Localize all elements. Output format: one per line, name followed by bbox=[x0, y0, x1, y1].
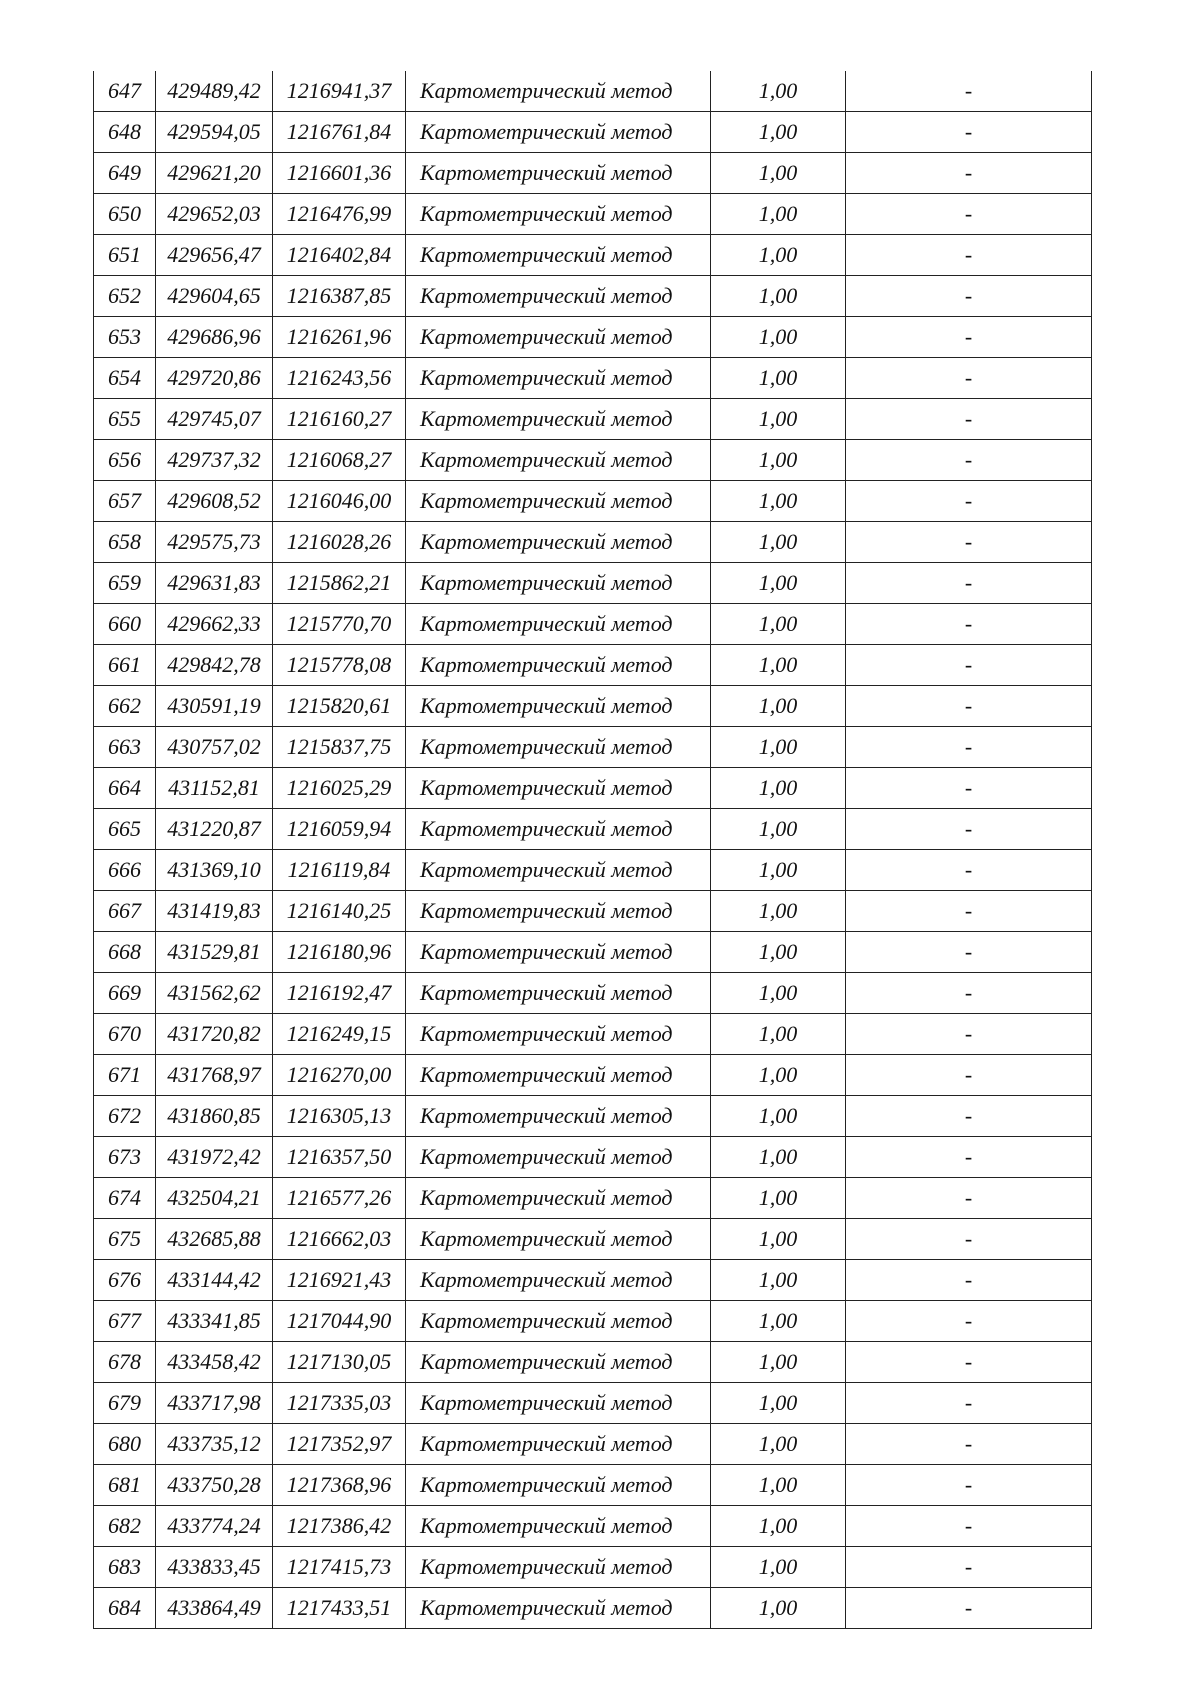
accuracy-cell: 1,00 bbox=[711, 1014, 846, 1055]
method-cell: Картометрический метод bbox=[406, 112, 711, 153]
x-coordinate-cell: 433774,24 bbox=[156, 1506, 273, 1547]
accuracy-cell: 1,00 bbox=[711, 1137, 846, 1178]
y-coordinate-cell: 1215770,70 bbox=[273, 604, 406, 645]
x-coordinate-cell: 429608,52 bbox=[156, 481, 273, 522]
description-cell: - bbox=[846, 1547, 1092, 1588]
y-coordinate-cell: 1217368,96 bbox=[273, 1465, 406, 1506]
y-coordinate-cell: 1216577,26 bbox=[273, 1178, 406, 1219]
point-number-cell: 683 bbox=[94, 1547, 156, 1588]
method-cell: Картометрический метод bbox=[406, 645, 711, 686]
x-coordinate-cell: 429656,47 bbox=[156, 235, 273, 276]
accuracy-cell: 1,00 bbox=[711, 317, 846, 358]
method-cell: Картометрический метод bbox=[406, 358, 711, 399]
table-row bbox=[94, 71, 1092, 112]
table-row bbox=[94, 1547, 1092, 1588]
method-cell: Картометрический метод bbox=[406, 399, 711, 440]
y-coordinate-cell: 1216921,43 bbox=[273, 1260, 406, 1301]
point-number-cell: 664 bbox=[94, 768, 156, 809]
x-coordinate-cell: 429842,78 bbox=[156, 645, 273, 686]
method-cell: Картометрический метод bbox=[406, 481, 711, 522]
accuracy-cell: 1,00 bbox=[711, 727, 846, 768]
point-number-cell: 670 bbox=[94, 1014, 156, 1055]
method-cell: Картометрический метод bbox=[406, 1424, 711, 1465]
description-cell: - bbox=[846, 932, 1092, 973]
table-row bbox=[94, 604, 1092, 645]
table-row bbox=[94, 563, 1092, 604]
x-coordinate-cell: 431972,42 bbox=[156, 1137, 273, 1178]
method-cell: Картометрический метод bbox=[406, 686, 711, 727]
accuracy-cell: 1,00 bbox=[711, 932, 846, 973]
description-cell: - bbox=[846, 399, 1092, 440]
x-coordinate-cell: 433144,42 bbox=[156, 1260, 273, 1301]
point-number-cell: 675 bbox=[94, 1219, 156, 1260]
method-cell: Картометрический метод bbox=[406, 1383, 711, 1424]
accuracy-cell: 1,00 bbox=[711, 604, 846, 645]
accuracy-cell: 1,00 bbox=[711, 686, 846, 727]
accuracy-cell: 1,00 bbox=[711, 1178, 846, 1219]
accuracy-cell: 1,00 bbox=[711, 645, 846, 686]
y-coordinate-cell: 1216601,36 bbox=[273, 153, 406, 194]
description-cell: - bbox=[846, 1014, 1092, 1055]
table-row bbox=[94, 932, 1092, 973]
x-coordinate-cell: 430591,19 bbox=[156, 686, 273, 727]
point-number-cell: 674 bbox=[94, 1178, 156, 1219]
accuracy-cell: 1,00 bbox=[711, 809, 846, 850]
point-number-cell: 661 bbox=[94, 645, 156, 686]
table-row bbox=[94, 112, 1092, 153]
table-row bbox=[94, 768, 1092, 809]
x-coordinate-cell: 429489,42 bbox=[156, 71, 273, 112]
table-row bbox=[94, 194, 1092, 235]
method-cell: Картометрический метод bbox=[406, 1301, 711, 1342]
y-coordinate-cell: 1215820,61 bbox=[273, 686, 406, 727]
method-cell: Картометрический метод bbox=[406, 1137, 711, 1178]
accuracy-cell: 1,00 bbox=[711, 891, 846, 932]
table-row bbox=[94, 358, 1092, 399]
x-coordinate-cell: 431419,83 bbox=[156, 891, 273, 932]
y-coordinate-cell: 1216119,84 bbox=[273, 850, 406, 891]
point-number-cell: 668 bbox=[94, 932, 156, 973]
x-coordinate-cell: 432504,21 bbox=[156, 1178, 273, 1219]
point-number-cell: 684 bbox=[94, 1588, 156, 1629]
point-number-cell: 667 bbox=[94, 891, 156, 932]
x-coordinate-cell: 431220,87 bbox=[156, 809, 273, 850]
x-coordinate-cell: 433833,45 bbox=[156, 1547, 273, 1588]
accuracy-cell: 1,00 bbox=[711, 1465, 846, 1506]
method-cell: Картометрический метод bbox=[406, 727, 711, 768]
accuracy-cell: 1,00 bbox=[711, 973, 846, 1014]
table-row bbox=[94, 276, 1092, 317]
table-row bbox=[94, 1342, 1092, 1383]
y-coordinate-cell: 1217130,05 bbox=[273, 1342, 406, 1383]
y-coordinate-cell: 1216180,96 bbox=[273, 932, 406, 973]
method-cell: Картометрический метод bbox=[406, 440, 711, 481]
point-number-cell: 676 bbox=[94, 1260, 156, 1301]
accuracy-cell: 1,00 bbox=[711, 1260, 846, 1301]
description-cell: - bbox=[846, 973, 1092, 1014]
accuracy-cell: 1,00 bbox=[711, 71, 846, 112]
accuracy-cell: 1,00 bbox=[711, 1055, 846, 1096]
description-cell: - bbox=[846, 563, 1092, 604]
x-coordinate-cell: 429720,86 bbox=[156, 358, 273, 399]
point-number-cell: 655 bbox=[94, 399, 156, 440]
description-cell: - bbox=[846, 1260, 1092, 1301]
description-cell: - bbox=[846, 481, 1092, 522]
x-coordinate-cell: 429745,07 bbox=[156, 399, 273, 440]
point-number-cell: 657 bbox=[94, 481, 156, 522]
y-coordinate-cell: 1215837,75 bbox=[273, 727, 406, 768]
accuracy-cell: 1,00 bbox=[711, 1342, 846, 1383]
description-cell: - bbox=[846, 809, 1092, 850]
x-coordinate-cell: 429621,20 bbox=[156, 153, 273, 194]
description-cell: - bbox=[846, 1383, 1092, 1424]
table-row bbox=[94, 1055, 1092, 1096]
description-cell: - bbox=[846, 1342, 1092, 1383]
method-cell: Картометрический метод bbox=[406, 235, 711, 276]
accuracy-cell: 1,00 bbox=[711, 522, 846, 563]
accuracy-cell: 1,00 bbox=[711, 194, 846, 235]
point-number-cell: 671 bbox=[94, 1055, 156, 1096]
description-cell: - bbox=[846, 1506, 1092, 1547]
x-coordinate-cell: 429575,73 bbox=[156, 522, 273, 563]
table-row bbox=[94, 1424, 1092, 1465]
description-cell: - bbox=[846, 1465, 1092, 1506]
x-coordinate-cell: 433458,42 bbox=[156, 1342, 273, 1383]
y-coordinate-cell: 1217433,51 bbox=[273, 1588, 406, 1629]
table-row bbox=[94, 973, 1092, 1014]
method-cell: Картометрический метод bbox=[406, 522, 711, 563]
accuracy-cell: 1,00 bbox=[711, 1506, 846, 1547]
accuracy-cell: 1,00 bbox=[711, 1301, 846, 1342]
y-coordinate-cell: 1216357,50 bbox=[273, 1137, 406, 1178]
point-number-cell: 652 bbox=[94, 276, 156, 317]
y-coordinate-cell: 1216761,84 bbox=[273, 112, 406, 153]
point-number-cell: 658 bbox=[94, 522, 156, 563]
point-number-cell: 648 bbox=[94, 112, 156, 153]
point-number-cell: 659 bbox=[94, 563, 156, 604]
description-cell: - bbox=[846, 1178, 1092, 1219]
table-row bbox=[94, 1137, 1092, 1178]
x-coordinate-cell: 429662,33 bbox=[156, 604, 273, 645]
accuracy-cell: 1,00 bbox=[711, 276, 846, 317]
point-number-cell: 651 bbox=[94, 235, 156, 276]
table-row bbox=[94, 1301, 1092, 1342]
point-number-cell: 656 bbox=[94, 440, 156, 481]
table-row bbox=[94, 522, 1092, 563]
x-coordinate-cell: 431152,81 bbox=[156, 768, 273, 809]
point-number-cell: 647 bbox=[94, 71, 156, 112]
description-cell: - bbox=[846, 1137, 1092, 1178]
description-cell: - bbox=[846, 440, 1092, 481]
method-cell: Картометрический метод bbox=[406, 1260, 711, 1301]
table-row bbox=[94, 891, 1092, 932]
table-row bbox=[94, 1465, 1092, 1506]
x-coordinate-cell: 433735,12 bbox=[156, 1424, 273, 1465]
x-coordinate-cell: 433864,49 bbox=[156, 1588, 273, 1629]
method-cell: Картометрический метод bbox=[406, 1588, 711, 1629]
accuracy-cell: 1,00 bbox=[711, 112, 846, 153]
table-row bbox=[94, 235, 1092, 276]
method-cell: Картометрический метод bbox=[406, 1178, 711, 1219]
table-row bbox=[94, 1219, 1092, 1260]
table-row bbox=[94, 850, 1092, 891]
table-row bbox=[94, 809, 1092, 850]
description-cell: - bbox=[846, 194, 1092, 235]
method-cell: Картометрический метод bbox=[406, 809, 711, 850]
accuracy-cell: 1,00 bbox=[711, 399, 846, 440]
point-number-cell: 669 bbox=[94, 973, 156, 1014]
description-cell: - bbox=[846, 153, 1092, 194]
y-coordinate-cell: 1216261,96 bbox=[273, 317, 406, 358]
y-coordinate-cell: 1217415,73 bbox=[273, 1547, 406, 1588]
method-cell: Картометрический метод bbox=[406, 768, 711, 809]
description-cell: - bbox=[846, 317, 1092, 358]
method-cell: Картометрический метод bbox=[406, 1342, 711, 1383]
method-cell: Картометрический метод bbox=[406, 71, 711, 112]
accuracy-cell: 1,00 bbox=[711, 235, 846, 276]
x-coordinate-cell: 431369,10 bbox=[156, 850, 273, 891]
table-row bbox=[94, 1506, 1092, 1547]
description-cell: - bbox=[846, 1424, 1092, 1465]
point-number-cell: 654 bbox=[94, 358, 156, 399]
point-number-cell: 682 bbox=[94, 1506, 156, 1547]
table-row bbox=[94, 686, 1092, 727]
x-coordinate-cell: 429604,65 bbox=[156, 276, 273, 317]
method-cell: Картометрический метод bbox=[406, 317, 711, 358]
description-cell: - bbox=[846, 645, 1092, 686]
table-row bbox=[94, 1014, 1092, 1055]
x-coordinate-cell: 431720,82 bbox=[156, 1014, 273, 1055]
accuracy-cell: 1,00 bbox=[711, 153, 846, 194]
y-coordinate-cell: 1217386,42 bbox=[273, 1506, 406, 1547]
x-coordinate-cell: 429737,32 bbox=[156, 440, 273, 481]
description-cell: - bbox=[846, 1301, 1092, 1342]
point-number-cell: 677 bbox=[94, 1301, 156, 1342]
table-row bbox=[94, 1588, 1092, 1629]
accuracy-cell: 1,00 bbox=[711, 1096, 846, 1137]
accuracy-cell: 1,00 bbox=[711, 358, 846, 399]
description-cell: - bbox=[846, 358, 1092, 399]
description-cell: - bbox=[846, 1219, 1092, 1260]
x-coordinate-cell: 429652,03 bbox=[156, 194, 273, 235]
x-coordinate-cell: 429686,96 bbox=[156, 317, 273, 358]
y-coordinate-cell: 1216068,27 bbox=[273, 440, 406, 481]
point-number-cell: 681 bbox=[94, 1465, 156, 1506]
method-cell: Картометрический метод bbox=[406, 1506, 711, 1547]
method-cell: Картометрический метод bbox=[406, 973, 711, 1014]
x-coordinate-cell: 433717,98 bbox=[156, 1383, 273, 1424]
description-cell: - bbox=[846, 1055, 1092, 1096]
y-coordinate-cell: 1216476,99 bbox=[273, 194, 406, 235]
description-cell: - bbox=[846, 604, 1092, 645]
point-number-cell: 680 bbox=[94, 1424, 156, 1465]
table-row bbox=[94, 1383, 1092, 1424]
y-coordinate-cell: 1215778,08 bbox=[273, 645, 406, 686]
y-coordinate-cell: 1216305,13 bbox=[273, 1096, 406, 1137]
method-cell: Картометрический метод bbox=[406, 1014, 711, 1055]
description-cell: - bbox=[846, 727, 1092, 768]
table-row bbox=[94, 727, 1092, 768]
method-cell: Картометрический метод bbox=[406, 276, 711, 317]
table-row bbox=[94, 1178, 1092, 1219]
table-row bbox=[94, 481, 1092, 522]
method-cell: Картометрический метод bbox=[406, 891, 711, 932]
y-coordinate-cell: 1216249,15 bbox=[273, 1014, 406, 1055]
method-cell: Картометрический метод bbox=[406, 194, 711, 235]
method-cell: Картометрический метод bbox=[406, 153, 711, 194]
table-row bbox=[94, 645, 1092, 686]
point-number-cell: 666 bbox=[94, 850, 156, 891]
x-coordinate-cell: 430757,02 bbox=[156, 727, 273, 768]
y-coordinate-cell: 1216387,85 bbox=[273, 276, 406, 317]
x-coordinate-cell: 429631,83 bbox=[156, 563, 273, 604]
accuracy-cell: 1,00 bbox=[711, 1383, 846, 1424]
table-row bbox=[94, 1260, 1092, 1301]
point-number-cell: 678 bbox=[94, 1342, 156, 1383]
y-coordinate-cell: 1216192,47 bbox=[273, 973, 406, 1014]
description-cell: - bbox=[846, 522, 1092, 563]
y-coordinate-cell: 1216059,94 bbox=[273, 809, 406, 850]
y-coordinate-cell: 1217044,90 bbox=[273, 1301, 406, 1342]
description-cell: - bbox=[846, 276, 1092, 317]
table-row bbox=[94, 317, 1092, 358]
accuracy-cell: 1,00 bbox=[711, 1424, 846, 1465]
point-number-cell: 663 bbox=[94, 727, 156, 768]
x-coordinate-cell: 433750,28 bbox=[156, 1465, 273, 1506]
y-coordinate-cell: 1216046,00 bbox=[273, 481, 406, 522]
coordinates-table-body bbox=[94, 71, 1092, 1629]
method-cell: Картометрический метод bbox=[406, 1219, 711, 1260]
y-coordinate-cell: 1217335,03 bbox=[273, 1383, 406, 1424]
coordinates-table bbox=[93, 71, 1092, 1629]
accuracy-cell: 1,00 bbox=[711, 1588, 846, 1629]
accuracy-cell: 1,00 bbox=[711, 481, 846, 522]
point-number-cell: 679 bbox=[94, 1383, 156, 1424]
point-number-cell: 660 bbox=[94, 604, 156, 645]
method-cell: Картометрический метод bbox=[406, 1547, 711, 1588]
x-coordinate-cell: 431529,81 bbox=[156, 932, 273, 973]
y-coordinate-cell: 1215862,21 bbox=[273, 563, 406, 604]
y-coordinate-cell: 1216270,00 bbox=[273, 1055, 406, 1096]
accuracy-cell: 1,00 bbox=[711, 563, 846, 604]
y-coordinate-cell: 1217352,97 bbox=[273, 1424, 406, 1465]
x-coordinate-cell: 431860,85 bbox=[156, 1096, 273, 1137]
point-number-cell: 673 bbox=[94, 1137, 156, 1178]
y-coordinate-cell: 1216025,29 bbox=[273, 768, 406, 809]
x-coordinate-cell: 431768,97 bbox=[156, 1055, 273, 1096]
x-coordinate-cell: 432685,88 bbox=[156, 1219, 273, 1260]
method-cell: Картометрический метод bbox=[406, 1465, 711, 1506]
y-coordinate-cell: 1216160,27 bbox=[273, 399, 406, 440]
description-cell: - bbox=[846, 112, 1092, 153]
method-cell: Картометрический метод bbox=[406, 932, 711, 973]
description-cell: - bbox=[846, 891, 1092, 932]
x-coordinate-cell: 431562,62 bbox=[156, 973, 273, 1014]
y-coordinate-cell: 1216140,25 bbox=[273, 891, 406, 932]
method-cell: Картометрический метод bbox=[406, 850, 711, 891]
x-coordinate-cell: 429594,05 bbox=[156, 112, 273, 153]
y-coordinate-cell: 1216243,56 bbox=[273, 358, 406, 399]
accuracy-cell: 1,00 bbox=[711, 850, 846, 891]
accuracy-cell: 1,00 bbox=[711, 440, 846, 481]
description-cell: - bbox=[846, 850, 1092, 891]
point-number-cell: 649 bbox=[94, 153, 156, 194]
table-row bbox=[94, 440, 1092, 481]
point-number-cell: 662 bbox=[94, 686, 156, 727]
table-row bbox=[94, 1096, 1092, 1137]
table-row bbox=[94, 153, 1092, 194]
accuracy-cell: 1,00 bbox=[711, 768, 846, 809]
description-cell: - bbox=[846, 1096, 1092, 1137]
y-coordinate-cell: 1216402,84 bbox=[273, 235, 406, 276]
point-number-cell: 650 bbox=[94, 194, 156, 235]
method-cell: Картометрический метод bbox=[406, 1055, 711, 1096]
method-cell: Картометрический метод bbox=[406, 563, 711, 604]
y-coordinate-cell: 1216941,37 bbox=[273, 71, 406, 112]
accuracy-cell: 1,00 bbox=[711, 1219, 846, 1260]
description-cell: - bbox=[846, 1588, 1092, 1629]
table-row bbox=[94, 399, 1092, 440]
accuracy-cell: 1,00 bbox=[711, 1547, 846, 1588]
y-coordinate-cell: 1216662,03 bbox=[273, 1219, 406, 1260]
description-cell: - bbox=[846, 71, 1092, 112]
point-number-cell: 653 bbox=[94, 317, 156, 358]
point-number-cell: 665 bbox=[94, 809, 156, 850]
point-number-cell: 672 bbox=[94, 1096, 156, 1137]
description-cell: - bbox=[846, 686, 1092, 727]
x-coordinate-cell: 433341,85 bbox=[156, 1301, 273, 1342]
method-cell: Картометрический метод bbox=[406, 1096, 711, 1137]
method-cell: Картометрический метод bbox=[406, 604, 711, 645]
description-cell: - bbox=[846, 768, 1092, 809]
description-cell: - bbox=[846, 235, 1092, 276]
y-coordinate-cell: 1216028,26 bbox=[273, 522, 406, 563]
